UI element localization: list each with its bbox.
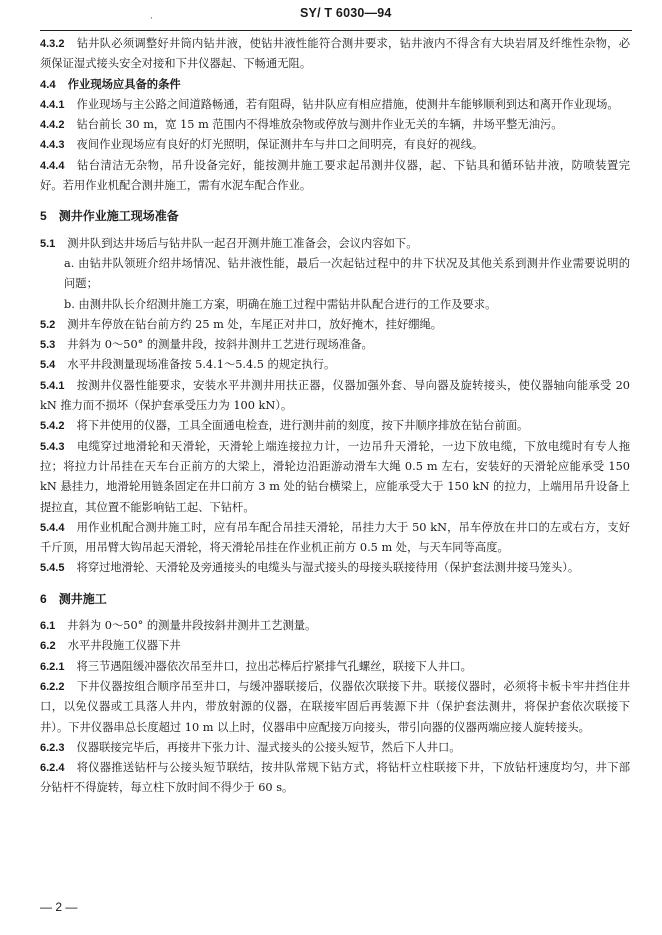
- clause-4-4-1: 4.4.1 作业现场与主公路之间道路畅通，若有阻碍，钻井队应有相应措施，使测井车能够顺利到达和离开作业现场。: [40, 97, 619, 111]
- clause-4-4-4: 4.4.4 钻台清洁无杂物，吊升设备完好，能按测井施工要求起吊测井仪器，起、下钻具和循环钻井液，防喷装置完好。若用作业机配合测井施工，需有水泥车配合作业。: [40, 158, 630, 193]
- clause-4-4-3: 4.4.3 夜间作业现场应有良好的灯光照明，保证测井车与井口之间明亮，有良好的视线。: [40, 138, 484, 152]
- clause-6-2-1: 6.2.1 将三节遇阻缓冲器依次吊至井口，拉出芯棒后拧紧排气孔螺丝，联接下人井口。: [40, 659, 472, 673]
- clause-5-3: 5.3 井斜为 0～50° 的测量井段，按斜井测井工艺进行现场准备。: [40, 338, 373, 352]
- clause-5-4-4: 5.4.4 用作业机配合测井施工时，应有吊车配合吊挂天滑轮，吊挂力大于 50 kN，吊车停放在井口的左或右方，支好千斤顶，用吊臂大钩吊起天滑轮，将天滑轮吊挂在作业机正前方 0.5 m 处，与天车同等高度。: [40, 520, 630, 555]
- list-item: b. 由测井队长介绍测井施工方案，明确在施工过程中需钻井队配合进行的工作及要求。: [64, 297, 497, 311]
- document-body: [40, 34, 630, 799]
- clause-6-2-3: 6.2.3 仪器联接完毕后，再接井下张力计、湿式接头的公接头短节，然后下人井口。: [40, 740, 461, 754]
- clause-5-4-5: 5.4.5 将穿过地滑轮、天滑轮及旁通接头的电缆头与湿式接头的母接头联接待用（保护套法测井接马笼头）。: [40, 561, 580, 575]
- clause-4-4-2: 4.4.2 钻台前长 30 m，宽 15 m 范围内不得堆放杂物或停放与测井作业无关的车辆，井场平整无油污。: [40, 118, 563, 132]
- clause-5-4-3: 5.4.3 电缆穿过地滑轮和天滑轮，天滑轮上端连接拉力计，一边吊升天滑轮，一边下放电缆，下放电缆时有专人拖拉；将拉力计吊挂在天车台正前方的大梁上，滑轮边沿距游动滑车大绳 0.5 m 左右，安装好的天滑轮应能承受 150 kN 悬挂力，地滑轮用链条固定在井口前方 3 m 处的钻台横梁上，应能承受大于 150 kN 的拉力，上端用吊升设备上提拉直，其位置不能影响钻工起、下钻杆。: [40, 439, 630, 514]
- clause-5-4: 5.4 水平井段测量现场准备按 5.4.1～5.4.5 的规定执行。: [40, 358, 336, 372]
- clause-6-2-heading: 6.2 水平井段施工仪器下井: [40, 639, 181, 653]
- clause-6-2-4: 6.2.4 将仪器推送钻杆与公接头短节联结，按井队常规下钻方式，将钻杆立柱联接下井，下放钻杆速度均匀，井下部分钻杆不得旋转，每立柱下放时间不得少于 60 s。: [40, 761, 630, 795]
- page-number: — 2 —: [40, 900, 78, 914]
- clause-6-1: 6.1 井斜为 0～50° 的测量井段按斜井测井工艺测量。: [40, 619, 317, 633]
- header-rule: [40, 30, 632, 31]
- clause-6-2-2: 6.2.2 下井仪器按组合顺序吊至井口，与缓冲器联接后，仪器依次联接下井。联接仪器时，必须将卡板卡牢井挡住井口，以免仪器或工具落人井内，带放射源的仪器，在联接牢固后再装源下井（保护套法测井，将保护套依次联接下井）。下井仪器串总长度超过 10 m 以上时，仪器串中应配接万向接头，带引向器的仪器两端应接人旋转接头。: [40, 679, 630, 734]
- standard-number: SY/ T 6030—94: [300, 6, 392, 20]
- clause-5-2: 5.2 测井车停放在钻台前方约 25 m 处，车尾正对井口，放好掩木，挂好绷绳。: [40, 317, 443, 331]
- header-dot: ·: [150, 14, 153, 24]
- clause-5-4-1: 5.4.1 按测井仪器性能要求，安装水平井测井用扶正器，仪器加强外套、导向器及旋转接头，使仪器轴向能承受 20 kN 推力而不损坏（保护套承受压力为 100 kN）。: [40, 378, 630, 413]
- clause-4-3-2: 4.3.2 钻井队必须调整好井筒内钻井液，使钻井液性能符合测井要求，钻井液内不得含有大块岩屑及纤维性杂物，必须保证湿式接头安全对接和下井仪器起、下畅通无阻。: [40, 37, 630, 71]
- section-6-heading: 6 测井施工: [40, 591, 107, 606]
- clause-5-4-2: 5.4.2 将下井使用的仪器，工具全面通电检查，进行测井前的刻度，按下井顺序排放在钻台前面。: [40, 419, 529, 433]
- list-item: a. 由钻井队领班介绍井场情况、钻井液性能，最后一次起钻过程中的井下状况及其他关系到测井作业需要说明的问题；: [64, 256, 630, 291]
- section-5-heading: 5 测井作业施工现场准备: [40, 209, 179, 224]
- clause-5-1: 5.1 测井队到达井场后与钻井队一起召开测井施工准备会，会议内容如下。: [40, 236, 418, 250]
- clause-4-4-heading: 4.4 作业现场应具备的条件: [40, 78, 181, 91]
